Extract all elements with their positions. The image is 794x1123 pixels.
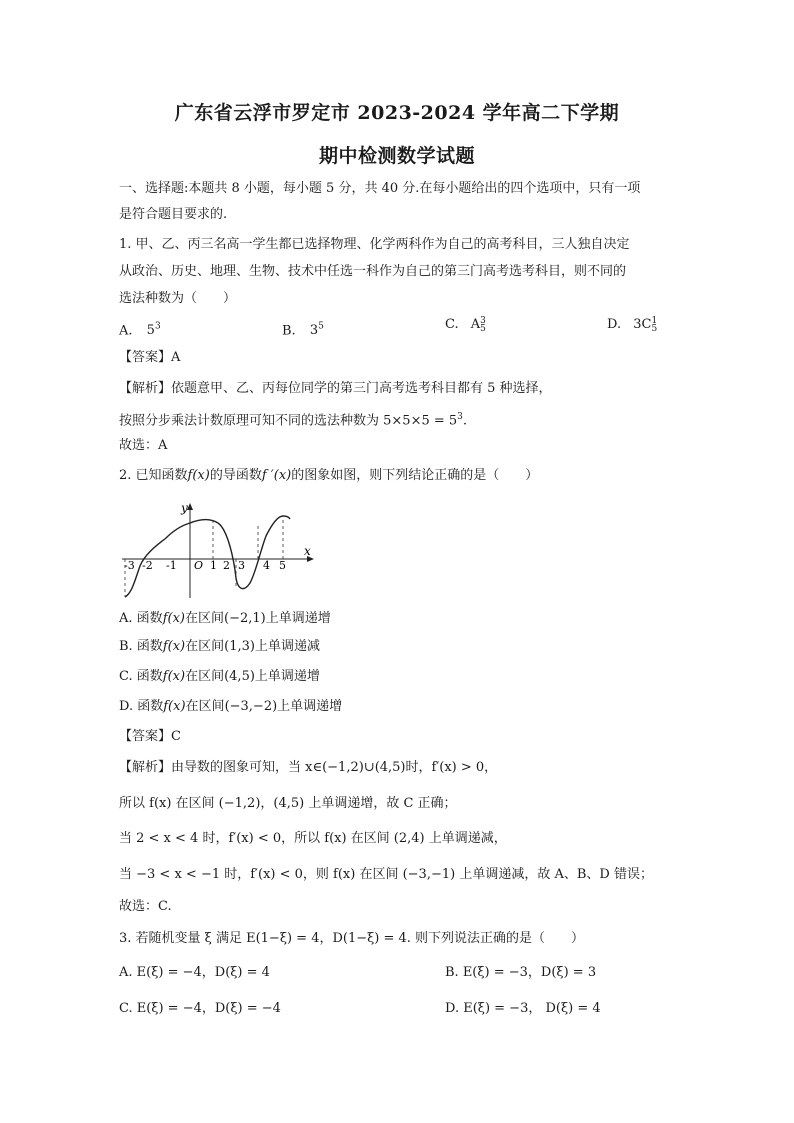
derivative-curve	[125, 516, 290, 597]
y-axis-label: y	[181, 501, 188, 515]
q2-conclusion: 故选：C.	[119, 899, 172, 914]
q3-option-b[interactable]: B. E(ξ) = −3，D(ξ) = 3	[445, 965, 597, 980]
q2-stem: 2. 已知函数f(x)的导函数f ′(x)的图象如图，则下列结论正确的是（ ）	[119, 468, 539, 483]
q3-option-d[interactable]: D. E(ξ) = −3， D(ξ) = 4	[445, 1001, 601, 1016]
page-title-line2: 期中检测数学试题	[318, 145, 475, 167]
q1-option-b-label: B.	[282, 323, 296, 339]
q1-analysis-line1: 【解析】依题意甲、乙、丙每位同学的第三门高考选考科目都有 5 种选择，	[119, 381, 552, 396]
q3-option-c[interactable]: C. E(ξ) = −4，D(ξ) = −4	[119, 1001, 281, 1016]
tick-label-neg2: -2	[142, 559, 153, 572]
tick-label-3: 3	[238, 559, 245, 572]
q2-option-b[interactable]: B. 函数f(x)在区间(1,3)上单调递减	[119, 639, 320, 654]
q1-option-d-label: D.	[607, 317, 622, 332]
tick-labels	[124, 559, 286, 572]
q1-conclusion: 故选：A	[119, 438, 168, 453]
tick-label-5: 5	[279, 559, 286, 572]
tick-label-1: 1	[210, 559, 217, 572]
origin-label: O	[194, 559, 204, 572]
q1-option-b[interactable]	[282, 318, 324, 340]
q2-analysis-line4: 当 −3 < x < −1 时，f′(x) < 0，则 f(x) 在区间 (−3,−1) 上单调递减，故 A、B、D 错误；	[119, 867, 653, 882]
q2-option-a[interactable]: A. 函数f(x)在区间(−2,1)上单调递增	[119, 611, 331, 626]
q2-analysis-line2: 所以 f(x) 在区间 (−1,2)，(4,5) 上单调递增，故 C 正确；	[119, 796, 457, 811]
q2-analysis-line1: 【解析】由导数的图象可知，当 x∈(−1,2)∪(4,5)时，f′(x) > 0，	[119, 760, 498, 775]
q1-stem-line1: 1. 甲、乙、丙三名高一学生都已选择物理、化学两科作为自己的高考科目，三人独自决定	[119, 237, 630, 252]
x-axis-label: x	[304, 544, 311, 558]
q1-option-a-label: A.	[119, 323, 133, 339]
q3-stem: 3. 若随机变量 ξ 满足 E(1−ξ) = 4，D(1−ξ) = 4. 则下列说法正确的是（ ）	[119, 931, 585, 946]
page-title-line1: 广东省云浮市罗定市 2023-2024 学年高二下学期	[174, 102, 620, 124]
q1-stem-line3: 选法种数为（ ）	[119, 291, 237, 306]
q2-answer: 【答案】C	[119, 729, 181, 744]
tick-label-4: 4	[263, 559, 270, 572]
tick-label-neg3: -3	[124, 559, 135, 572]
q3-option-a[interactable]: A. E(ξ) = −4，D(ξ) = 4	[119, 965, 270, 980]
q1-option-c-value: A3 5	[470, 315, 486, 334]
q1-option-c-label: C.	[445, 317, 459, 332]
q2-option-d[interactable]: D. 函数f(x)在区间(−3,−2)上单调递增	[119, 699, 343, 714]
tick-label-neg1: -1	[166, 559, 177, 572]
q2-option-c[interactable]: C. 函数f(x)在区间(4,5)上单调递增	[119, 669, 320, 684]
q1-option-a[interactable]	[119, 318, 161, 340]
q1-option-b-value: $3^5$	[309, 322, 324, 339]
y-axis	[187, 503, 193, 598]
derivative-graph	[118, 498, 318, 602]
q1-answer: 【答案】A	[119, 350, 181, 365]
q1-option-d-value: 3C1 5	[633, 315, 658, 334]
q1-option-c[interactable]	[445, 316, 486, 334]
section-intro-line2: 是符合题目要求的.	[119, 207, 228, 222]
q2-analysis-line3: 当 2 < x < 4 时，f′(x) < 0，所以 f(x) 在区间 (2,4) 上单调递减，	[119, 831, 507, 846]
q1-stem-line2: 从政治、历史、地理、生物、技术中任选一科作为自己的第三门高考选考科目，则不同的	[119, 264, 627, 279]
tick-label-2: 2	[223, 559, 230, 572]
section-intro-line1: 一、选择题:本题共 8 小题，每小题 5 分，共 40 分.在每小题给出的四个选项中，只有一项	[119, 181, 641, 196]
q1-option-d[interactable]	[607, 316, 657, 334]
q1-analysis-line2: 按照分步乘法计数原理可知不同的选法种数为 $5\times 5\times 5 = 5^3$.	[119, 412, 468, 429]
q1-option-a-value: $5^3$	[146, 322, 161, 339]
